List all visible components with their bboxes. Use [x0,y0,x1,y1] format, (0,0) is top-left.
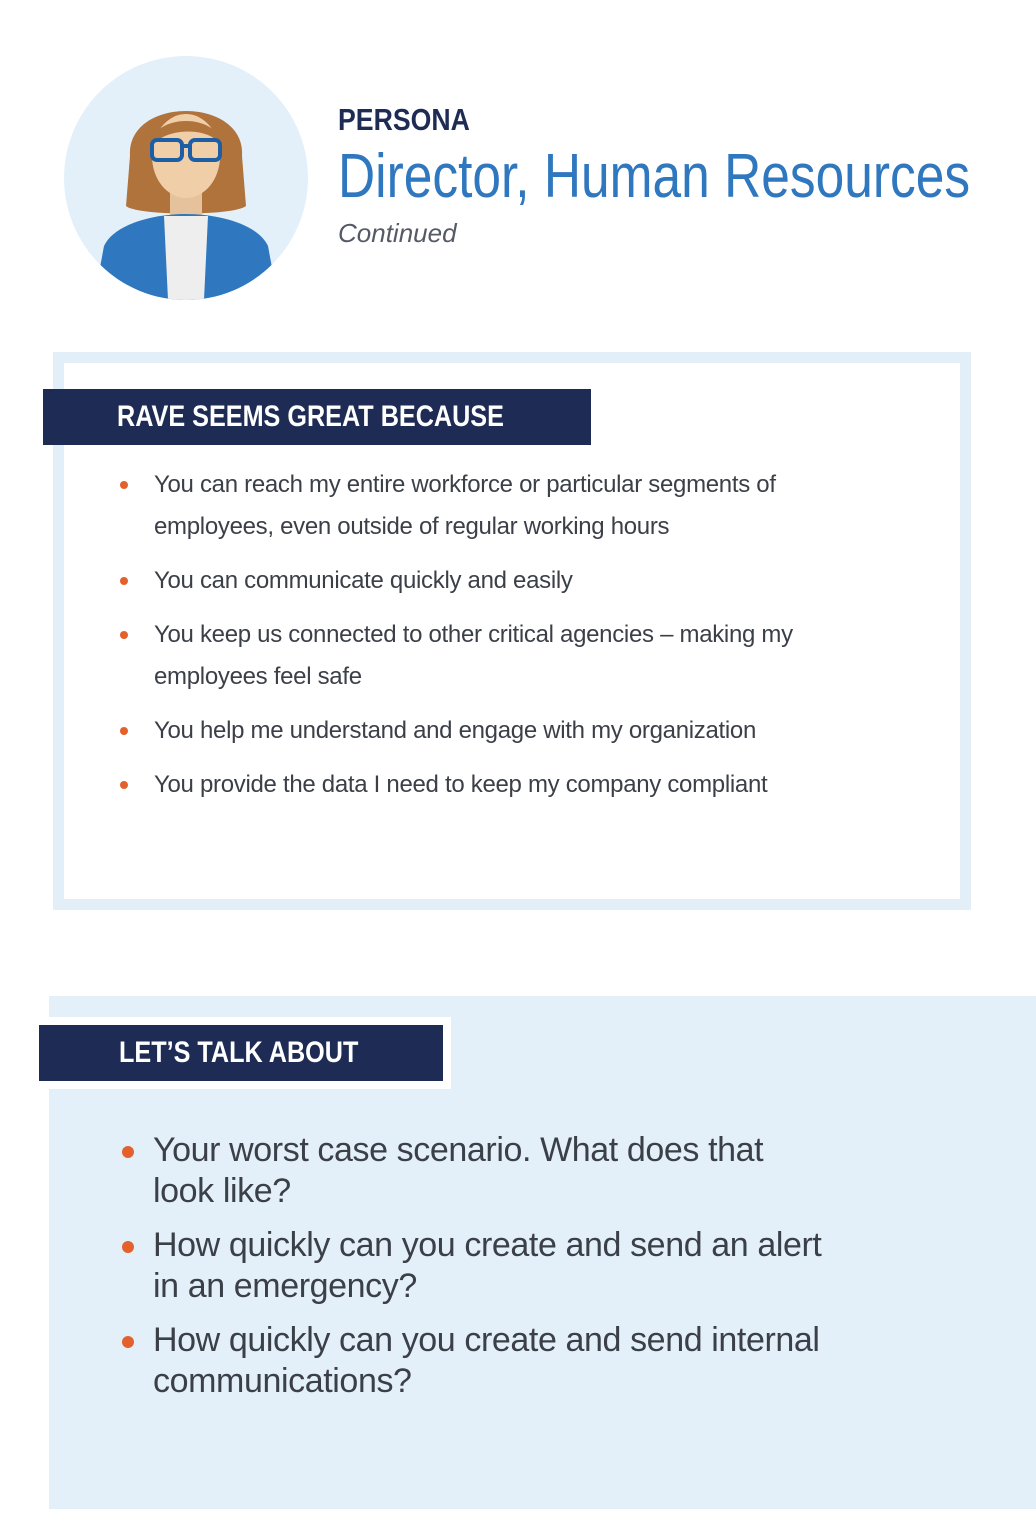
list-item: How quickly can you create and send internal communications? [112,1320,832,1402]
benefits-heading: RAVE SEEMS GREAT BECAUSE [43,389,591,445]
list-item: How quickly can you create and send an alert in an emergency? [112,1225,832,1307]
list-item: Your worst case scenario. What does that look like? [112,1130,832,1212]
benefits-list [112,464,872,818]
woman-with-glasses-avatar-icon [64,56,308,300]
list-item: You help me understand and engage with my organization [112,710,872,752]
list-item: You can communicate quickly and easily [112,560,872,602]
persona-header [338,100,1036,250]
talk-about-heading: LET’S TALK ABOUT [39,1025,443,1081]
persona-title: Director, Human Resources [338,142,971,211]
persona-subtitle: Continued [338,218,457,248]
persona-eyebrow: PERSONA [338,102,470,137]
list-item: You provide the data I need to keep my company compliant [112,764,872,806]
list-item: You keep us connected to other critical agencies – making my employees feel safe [112,614,872,698]
talk-about-list [112,1130,832,1415]
list-item: You can reach my entire workforce or particular segments of employees, even outside of regular working hours [112,464,872,548]
